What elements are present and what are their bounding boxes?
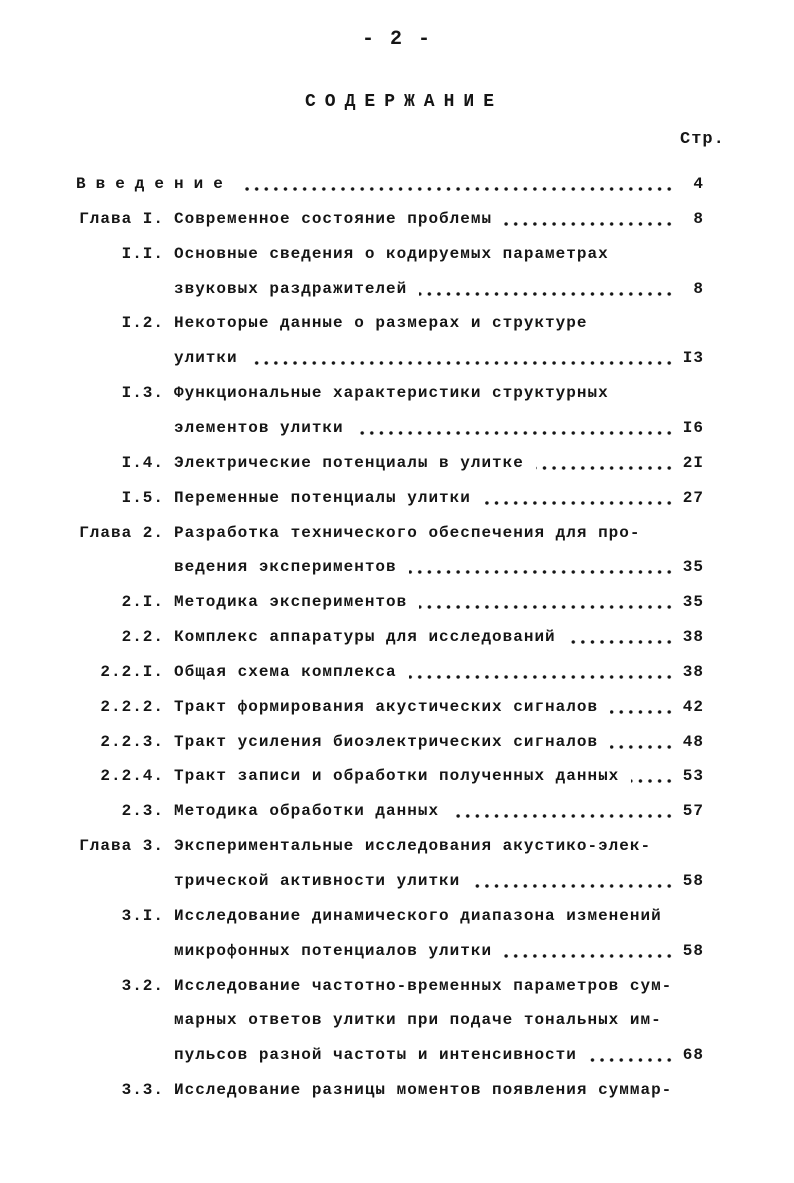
toc-entry [0, 381, 794, 411]
toc-entry [0, 1043, 794, 1073]
toc-entry-title: улитки [174, 349, 238, 368]
toc-entry [0, 346, 794, 376]
toc-entry-title: микрофонных потенциалов улитки [174, 941, 493, 960]
toc-entry-number: 3.3. [121, 1081, 164, 1100]
toc-entry [0, 590, 794, 620]
toc-entry-title: Тракт формирования акустических сигналов [174, 697, 599, 716]
toc-entry-page: 68 [682, 1046, 704, 1065]
toc-entry [0, 242, 794, 272]
toc-entry [0, 974, 794, 1004]
toc-entry-page: 2I [682, 453, 704, 472]
toc-entry-title: Электрические потенциалы в улитке [174, 453, 524, 472]
dot-leader [451, 813, 674, 819]
toc-entry-title: Исследование динамического диапазона изменений [174, 906, 662, 925]
toc-entry [0, 277, 794, 307]
toc-entry [0, 451, 794, 481]
toc-entry-number: 2.I. [121, 593, 164, 612]
dot-leader [419, 291, 674, 297]
toc-entry-number: I.5. [121, 488, 164, 507]
toc-entry-number: 2.2.4. [100, 767, 164, 786]
toc-entry-number: Глава 2. [79, 523, 164, 542]
page-column-label: Стр. [680, 130, 725, 149]
toc-entry-title: Тракт усиления биоэлектрических сигналов [174, 732, 599, 751]
toc-entry-title: ведения экспериментов [174, 558, 397, 577]
toc-entry-page: 57 [682, 802, 704, 821]
dot-leader [472, 883, 674, 889]
toc-entry-number: I.I. [121, 244, 164, 263]
dot-leader [245, 186, 674, 192]
toc-entry-number: 2.2.2. [100, 697, 164, 716]
toc-entry [0, 207, 794, 237]
dot-leader [536, 465, 674, 471]
toc-entry-number: I.2. [121, 314, 164, 333]
toc-entry-number: Глава 3. [79, 837, 164, 856]
toc-entry-page: 8 [693, 209, 704, 228]
toc-entry-number: 2.2.3. [100, 732, 164, 751]
toc-entry [0, 695, 794, 725]
toc-entry-number: I.3. [121, 384, 164, 403]
toc-entry-title: марных ответов улитки при подаче тональных им- [174, 1011, 662, 1030]
toc-entry-number: 2.2.I. [100, 662, 164, 681]
page-title: СОДЕРЖАНИЕ [304, 92, 504, 112]
dot-leader [419, 604, 674, 610]
toc-entry [0, 521, 794, 551]
dot-leader [504, 953, 674, 959]
toc-entry [0, 799, 794, 829]
toc-entry-title: Основные сведения о кодируемых параметрах [174, 244, 609, 263]
dot-leader [356, 430, 674, 436]
toc-entry [0, 834, 794, 864]
toc-entry [0, 660, 794, 690]
dot-leader [610, 709, 674, 715]
toc-entry-title: Переменные потенциалы улитки [174, 488, 471, 507]
toc-entry-page: 42 [682, 697, 704, 716]
dot-leader [568, 639, 674, 645]
dot-leader [483, 500, 674, 506]
toc-entry-page: 8 [693, 279, 704, 298]
toc-entry-title: элементов улитки [174, 418, 344, 437]
toc-entry-page: I6 [682, 418, 704, 437]
toc-entry-title: Разработка технического обеспечения для про- [174, 523, 641, 542]
toc-entry-number: Глава I. [79, 209, 164, 228]
toc-entry-title: Исследование разницы моментов появления суммар- [174, 1081, 673, 1100]
toc-entry-page: 38 [682, 662, 704, 681]
dot-leader [250, 360, 674, 366]
toc-entry-page: 58 [682, 872, 704, 890]
toc-entry-page: I3 [682, 349, 704, 368]
dot-leader [610, 744, 674, 750]
dot-leader [589, 1057, 674, 1063]
toc-entry-page: 58 [682, 941, 704, 960]
toc-entry-title: Методика обработки данных [174, 802, 440, 821]
toc-entry-title: трической активности улитки [174, 872, 461, 890]
toc-entry [0, 869, 794, 899]
toc-entry-title: пульсов разной частоты и интенсивности [174, 1046, 577, 1065]
toc-entry [0, 172, 794, 202]
toc-entry-number: 2.3. [121, 802, 164, 821]
toc-entry-page: 35 [682, 593, 704, 612]
toc-entry-title: Некоторые данные о размерах и структуре [174, 314, 588, 333]
toc-entry-title: Методика экспериментов [174, 593, 408, 612]
toc-entry-title: Введение [76, 175, 233, 193]
toc-entry-title: Комплекс аппаратуры для исследований [174, 628, 556, 647]
toc-entry [0, 730, 794, 760]
toc-entry-page: 48 [682, 732, 704, 751]
toc-entry [0, 1078, 794, 1108]
dot-leader [631, 778, 674, 784]
toc-entry [0, 486, 794, 516]
toc-entry-title: Функциональные характеристики структурных [174, 384, 609, 403]
toc-entry-page: 35 [682, 558, 704, 577]
page-number: - 2 - [361, 28, 432, 51]
toc-entry [0, 555, 794, 585]
toc-entry-page: 53 [682, 767, 704, 786]
toc-entry-number: 2.2. [121, 628, 164, 647]
toc-entry [0, 625, 794, 655]
toc-entry [0, 764, 794, 794]
toc-entry-title: Экспериментальные исследования акустико-элек- [174, 837, 652, 856]
toc-entry [0, 939, 794, 969]
toc-entry-title: Современное состояние проблемы [174, 209, 493, 228]
toc-entry-number: 3.2. [121, 976, 164, 995]
dot-leader [504, 221, 674, 227]
toc-entry-title: Общая схема комплекса [174, 662, 397, 681]
toc-entry-page: 27 [682, 488, 704, 507]
toc-entry-title: Исследование частотно-временных параметров сум- [174, 976, 673, 995]
toc-entry [0, 1008, 794, 1038]
toc-entry-number: 3.I. [121, 906, 164, 925]
toc-entry [0, 311, 794, 341]
toc-entry [0, 416, 794, 446]
toc-entry-title: Тракт записи и обработки полученных данных [174, 767, 620, 786]
toc-entry-number: I.4. [121, 453, 164, 472]
dot-leader [409, 569, 674, 575]
toc-entry [0, 904, 794, 934]
toc-entry-page: 38 [682, 628, 704, 647]
toc-entry-title: звуковых раздражителей [174, 279, 408, 298]
dot-leader [409, 674, 674, 680]
toc-entry-page: 4 [693, 175, 704, 193]
